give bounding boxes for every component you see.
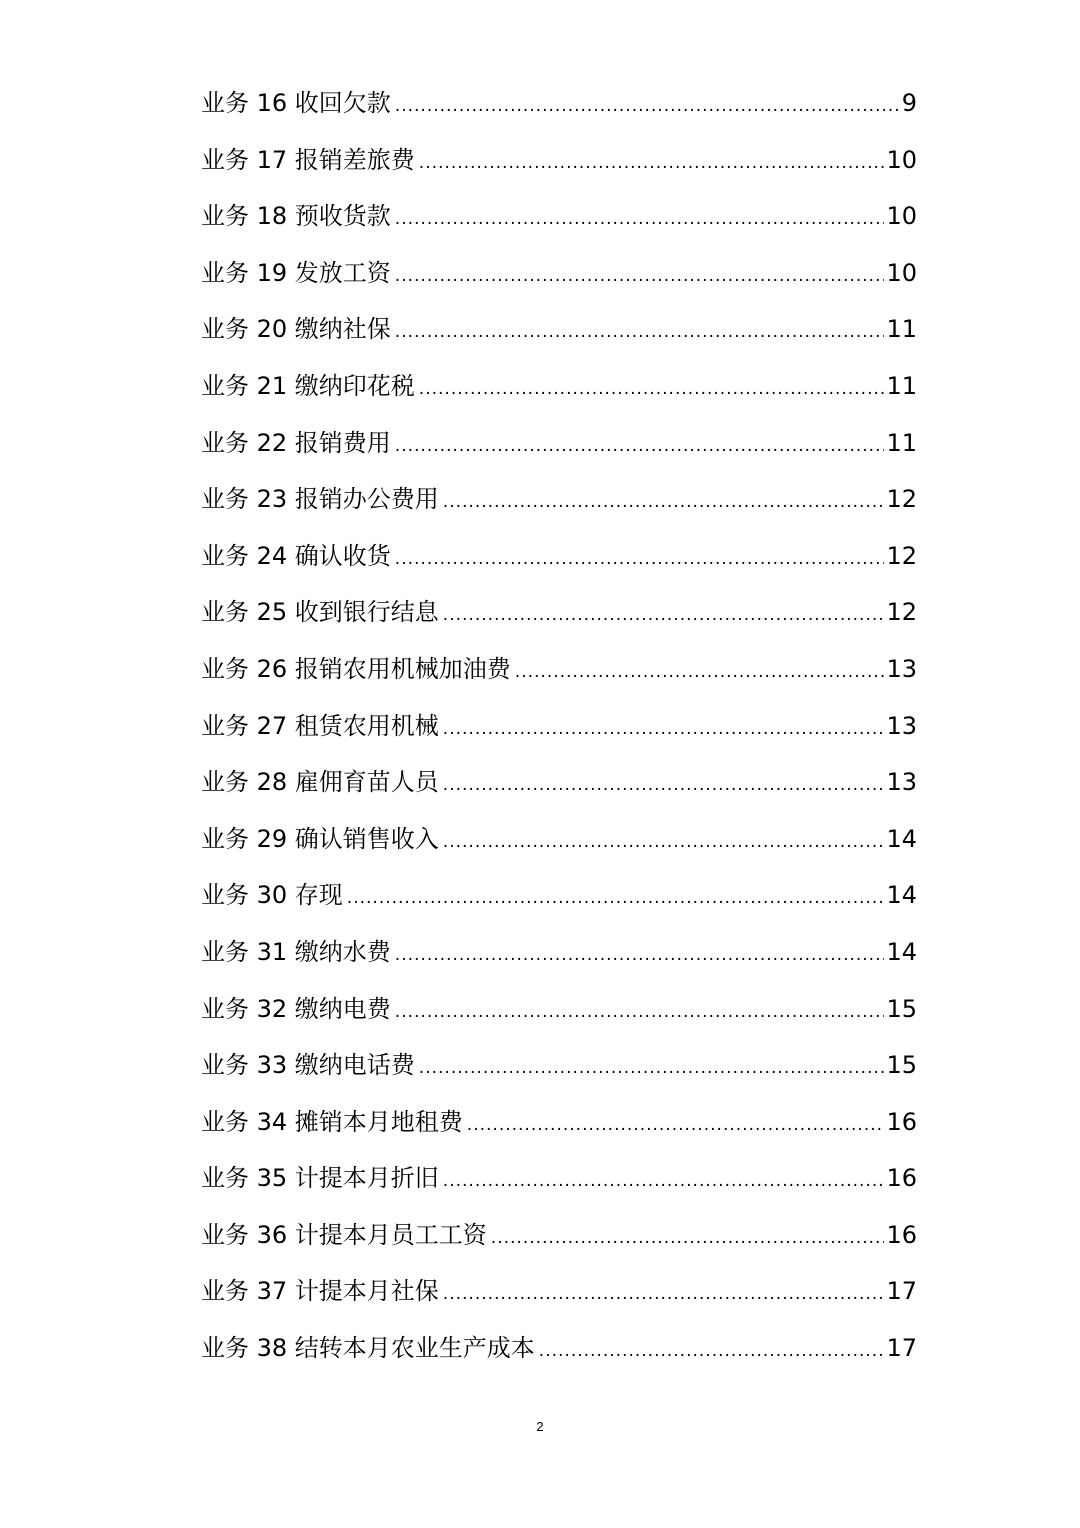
dot-leader <box>395 531 885 588</box>
toc-entry-title: 业务 25 收到银行结息 <box>201 598 439 627</box>
dot-leader <box>539 1323 885 1380</box>
toc-entry-title: 业务 17 报销差旅费 <box>201 145 415 174</box>
dot-leader <box>443 1266 885 1323</box>
toc-entry-title: 业务 34 摊销本月地租费 <box>201 1107 463 1136</box>
toc-entry[interactable] <box>201 1263 917 1320</box>
dot-leader <box>443 1153 885 1210</box>
dot-leader <box>419 1040 885 1097</box>
toc-entry[interactable] <box>201 358 917 415</box>
toc-entry-page: 11 <box>886 371 917 400</box>
toc-entry-title: 业务 29 确认销售收入 <box>201 824 439 853</box>
toc-entry-page: 10 <box>886 258 917 287</box>
toc-entry-title: 业务 28 雇佣育苗人员 <box>201 768 439 797</box>
toc-entry-page: 14 <box>886 937 917 966</box>
toc-entry[interactable] <box>201 867 917 924</box>
toc-entry-page: 11 <box>886 315 917 344</box>
toc-entry[interactable] <box>201 301 917 358</box>
toc-entry[interactable] <box>201 1320 917 1377</box>
dot-leader <box>395 418 885 475</box>
toc-entry-title: 业务 18 预收货款 <box>201 202 391 231</box>
dot-leader <box>467 1097 885 1154</box>
toc-entry-title: 业务 24 确认收货 <box>201 541 391 570</box>
toc-entry-page: 16 <box>886 1107 917 1136</box>
toc-entry[interactable] <box>201 981 917 1038</box>
table-of-contents <box>201 75 917 1377</box>
dot-leader <box>443 757 885 814</box>
toc-entry-page: 14 <box>886 824 917 853</box>
toc-entry-page: 15 <box>886 1051 917 1080</box>
toc-entry-title: 业务 33 缴纳电话费 <box>201 1051 415 1080</box>
toc-entry[interactable] <box>201 754 917 811</box>
dot-leader <box>419 361 885 418</box>
toc-entry-page: 10 <box>886 202 917 231</box>
toc-entry-title: 业务 32 缴纳电费 <box>201 994 391 1023</box>
toc-entry-title: 业务 36 计提本月员工工资 <box>201 1220 487 1249</box>
toc-entry[interactable] <box>201 471 917 528</box>
toc-entry-page: 12 <box>886 541 917 570</box>
toc-entry-page: 13 <box>886 711 917 740</box>
dot-leader <box>443 587 885 644</box>
toc-entry[interactable] <box>201 415 917 472</box>
page-number: 2 <box>536 1419 544 1434</box>
dot-leader <box>395 78 900 135</box>
toc-entry-title: 业务 26 报销农用机械加油费 <box>201 654 511 683</box>
toc-entry[interactable] <box>201 132 917 189</box>
dot-leader <box>443 474 885 531</box>
toc-entry[interactable] <box>201 641 917 698</box>
toc-entry-page: 13 <box>886 654 917 683</box>
toc-entry-page: 15 <box>886 994 917 1023</box>
toc-entry-page: 12 <box>886 485 917 514</box>
toc-entry[interactable] <box>201 188 917 245</box>
toc-entry[interactable] <box>201 245 917 302</box>
dot-leader <box>491 1210 885 1267</box>
toc-entry[interactable] <box>201 528 917 585</box>
toc-entry-title: 业务 27 租赁农用机械 <box>201 711 439 740</box>
toc-entry-page: 12 <box>886 598 917 627</box>
toc-entry[interactable] <box>201 924 917 981</box>
dot-leader <box>347 870 885 927</box>
dot-leader <box>515 644 885 701</box>
toc-entry[interactable] <box>201 698 917 755</box>
toc-entry-page: 11 <box>886 428 917 457</box>
toc-entry-title: 业务 21 缴纳印花税 <box>201 371 415 400</box>
toc-entry-title: 业务 30 存现 <box>201 881 343 910</box>
toc-entry[interactable] <box>201 75 917 132</box>
toc-entry[interactable] <box>201 1037 917 1094</box>
toc-entry-page: 16 <box>886 1164 917 1193</box>
toc-entry[interactable] <box>201 1207 917 1264</box>
toc-entry-title: 业务 31 缴纳水费 <box>201 937 391 966</box>
toc-entry-title: 业务 37 计提本月社保 <box>201 1277 439 1306</box>
toc-entry-title: 业务 23 报销办公费用 <box>201 485 439 514</box>
toc-entry[interactable] <box>201 811 917 868</box>
dot-leader <box>419 135 885 192</box>
dot-leader <box>395 984 885 1041</box>
toc-entry-page: 16 <box>886 1220 917 1249</box>
toc-entry-page: 17 <box>886 1334 917 1363</box>
dot-leader <box>395 191 885 248</box>
toc-entry-title: 业务 35 计提本月折旧 <box>201 1164 439 1193</box>
toc-entry-title: 业务 16 收回欠款 <box>201 89 391 117</box>
toc-entry-page: 17 <box>886 1277 917 1306</box>
toc-entry-page: 10 <box>886 145 917 174</box>
dot-leader <box>395 304 885 361</box>
dot-leader <box>443 814 885 871</box>
toc-entry-title: 业务 20 缴纳社保 <box>201 315 391 344</box>
toc-entry-title: 业务 19 发放工资 <box>201 258 391 287</box>
toc-entry-title: 业务 38 结转本月农业生产成本 <box>201 1334 535 1363</box>
toc-entry-title: 业务 22 报销费用 <box>201 428 391 457</box>
toc-entry[interactable] <box>201 1150 917 1207</box>
dot-leader <box>443 701 885 758</box>
toc-entry-page: 13 <box>886 768 917 797</box>
dot-leader <box>395 927 885 984</box>
toc-entry-page: 14 <box>886 881 917 910</box>
toc-entry[interactable] <box>201 1094 917 1151</box>
toc-entry[interactable] <box>201 584 917 641</box>
toc-entry-page: 9 <box>901 89 917 117</box>
dot-leader <box>395 248 885 305</box>
